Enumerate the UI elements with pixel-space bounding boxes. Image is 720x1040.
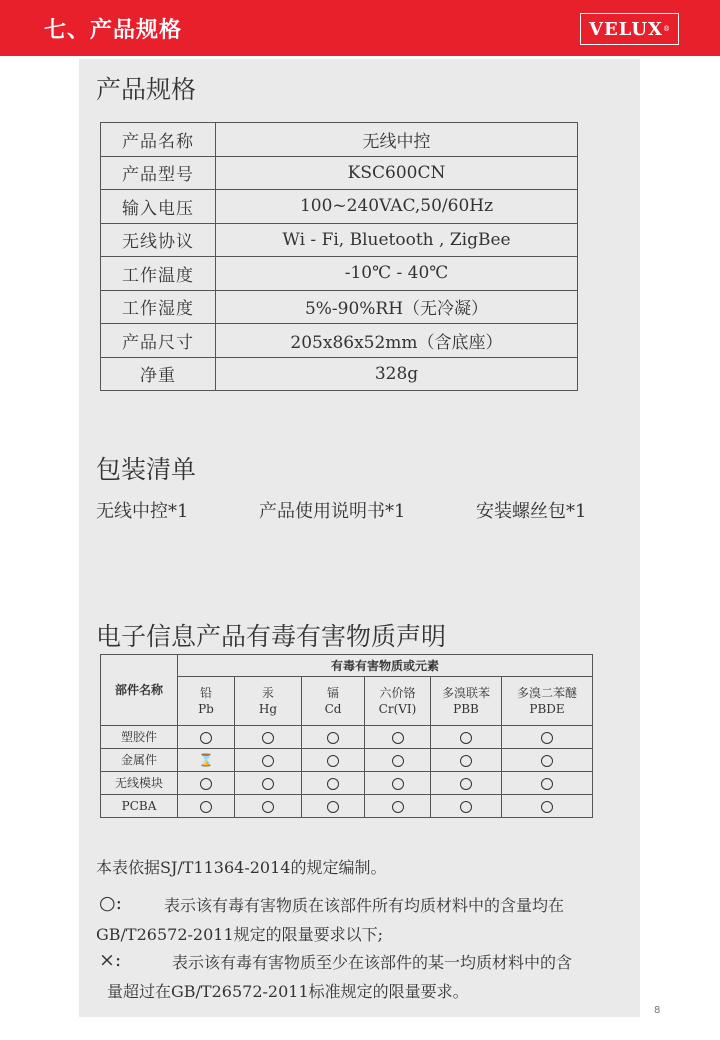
substance-name: 镉: [326, 686, 339, 700]
spec-row: [101, 324, 578, 358]
brand-name: VELUX: [588, 18, 664, 40]
hazard-mark-cell: [178, 726, 235, 749]
spec-key: 产品尺寸: [101, 324, 216, 358]
substance-name: 六价铬: [379, 686, 416, 700]
substance-symbol: Pb: [198, 702, 214, 716]
hazard-mark-cell: [235, 772, 302, 795]
compliant-circle-icon: [392, 778, 404, 790]
compliant-circle-icon: [541, 755, 553, 767]
compliant-circle-icon: [460, 778, 472, 790]
substance-header-cell: [302, 677, 365, 726]
hazard-mark-cell: [502, 772, 593, 795]
compliant-circle-icon: [541, 801, 553, 813]
o-description-line2: GB/T26572-2011规定的限量要求以下;: [96, 925, 384, 944]
compliant-circle-icon: [460, 801, 472, 813]
substance-header-cell: [235, 677, 302, 726]
compliant-circle-icon: [262, 801, 274, 813]
x-symbol: ×:: [99, 949, 122, 971]
compliant-circle-icon: [327, 732, 339, 744]
substance-name: 汞: [261, 686, 274, 700]
velux-logo: [580, 13, 679, 45]
substance-symbol: PBDE: [529, 702, 565, 716]
compliant-circle-icon: [200, 732, 212, 744]
substance-symbol: Cr(VI): [378, 702, 417, 716]
substance-name: 多溴二苯醚: [517, 686, 578, 700]
hazard-mark-cell: [502, 795, 593, 818]
part-name-header: 部件名称: [101, 655, 178, 726]
spec-key: 产品名称: [101, 123, 216, 157]
section-title: 七、产品规格: [44, 18, 183, 43]
packing-item: 无线中控*1: [96, 501, 189, 522]
spec-value: -10℃ - 40℃: [216, 257, 578, 291]
compliant-circle-icon: [200, 778, 212, 790]
compliant-circle-icon: [541, 732, 553, 744]
compliant-circle-icon: [262, 778, 274, 790]
substance-name: 多溴联苯: [441, 686, 490, 700]
compliant-circle-icon: [460, 732, 472, 744]
hazard-mark-cell: [502, 749, 593, 772]
spec-value: KSC600CN: [216, 156, 578, 190]
spec-key: 工作湿度: [101, 290, 216, 324]
compliant-circle-icon: [262, 755, 274, 767]
substance-symbol: Cd: [324, 702, 342, 716]
spec-key: 工作温度: [101, 257, 216, 291]
spec-row: [101, 156, 578, 190]
compliant-circle-icon: [327, 778, 339, 790]
packing-item: 产品使用说明书*1: [259, 501, 406, 522]
compliant-circle-icon: [392, 732, 404, 744]
x-description-line1: 表示该有毒有害物质至少在该部件的某一均质材料中的含: [172, 953, 573, 972]
hazard-mark-cell: [178, 795, 235, 818]
part-name: 无线模块: [101, 772, 178, 795]
spec-row: [101, 223, 578, 257]
spec-key: 产品型号: [101, 156, 216, 190]
spec-key: 无线协议: [101, 223, 216, 257]
hazard-mark-cell: [365, 749, 431, 772]
compliant-circle-icon: [460, 755, 472, 767]
substance-name: 铅: [199, 686, 212, 700]
hazard-mark-cell: [431, 749, 502, 772]
spec-row: [101, 190, 578, 224]
o-symbol: ○:: [99, 892, 122, 914]
hazard-table: [100, 654, 593, 818]
hazard-mark-cell: [302, 772, 365, 795]
hazard-mark-cell: [431, 772, 502, 795]
hazard-mark-cell: [178, 749, 235, 772]
hazard-mark-cell: [431, 795, 502, 818]
o-description-line1: 表示该有毒有害物质在该部件所有均质材料中的含量均在: [164, 896, 565, 915]
compliant-circle-icon: [327, 801, 339, 813]
part-name: PCBA: [101, 795, 178, 818]
hazard-mark-cell: [502, 726, 593, 749]
spec-value: 100~240VAC,50/60Hz: [216, 190, 578, 224]
compliant-circle-icon: [200, 801, 212, 813]
hazard-row: [101, 726, 593, 749]
page-number: 8: [654, 1005, 661, 1016]
packing-title: 包装清单: [96, 455, 197, 484]
registered-mark: ®: [663, 25, 671, 33]
hazard-mark-cell: [365, 795, 431, 818]
substance-header-cell: [502, 677, 593, 726]
substance-header: 有毒有害物质或元素: [178, 655, 593, 677]
hazard-mark-cell: [365, 772, 431, 795]
spec-table: [100, 122, 578, 391]
spec-row: [101, 123, 578, 157]
substance-header-cell: [365, 677, 431, 726]
hazard-mark-cell: [235, 749, 302, 772]
substance-symbol: PBB: [453, 702, 479, 716]
hazard-row: [101, 749, 593, 772]
packing-item: 安装螺丝包*1: [476, 501, 587, 522]
hazard-mark-cell: [302, 726, 365, 749]
substance-symbol: Hg: [258, 702, 278, 716]
spec-row: [101, 257, 578, 291]
hazard-title: 电子信息产品有毒有害物质声明: [96, 622, 447, 651]
hazard-row: [101, 772, 593, 795]
compliant-circle-icon: [541, 778, 553, 790]
spec-row: [101, 357, 578, 391]
spec-value: 无线中控: [216, 123, 578, 157]
header-bar: [0, 0, 720, 56]
hazard-mark-cell: [365, 726, 431, 749]
substance-header-cell: [178, 677, 235, 726]
spec-value: Wi - Fi, Bluetooth , ZigBee: [216, 223, 578, 257]
compliant-circle-icon: [262, 732, 274, 744]
part-name: 塑胶件: [101, 726, 178, 749]
spec-key: 输入电压: [101, 190, 216, 224]
compliant-circle-icon: [392, 801, 404, 813]
hazard-mark-cell: [235, 726, 302, 749]
hazard-mark-cell: [302, 749, 365, 772]
hazard-mark-cell: [431, 726, 502, 749]
specs-title: 产品规格: [96, 75, 197, 104]
exceeds-limit-x-icon: ⌛: [198, 753, 214, 767]
spec-value: 205x86x52mm（含底座）: [216, 324, 578, 358]
compliant-circle-icon: [392, 755, 404, 767]
x-description-line2: 量超过在GB/T26572-2011标准规定的限量要求。: [107, 982, 469, 1001]
compliant-circle-icon: [327, 755, 339, 767]
hazard-mark-cell: [235, 795, 302, 818]
hazard-row: [101, 795, 593, 818]
spec-row: [101, 290, 578, 324]
substance-header-cell: [431, 677, 502, 726]
part-name: 金属件: [101, 749, 178, 772]
hazard-mark-cell: [302, 795, 365, 818]
spec-value: 5%-90%RH（无冷凝）: [216, 290, 578, 324]
hazard-mark-cell: [178, 772, 235, 795]
spec-value: 328g: [216, 357, 578, 391]
basis-note: 本表依据SJ/T11364-2014的规定编制。: [96, 858, 387, 877]
spec-key: 净重: [101, 357, 216, 391]
